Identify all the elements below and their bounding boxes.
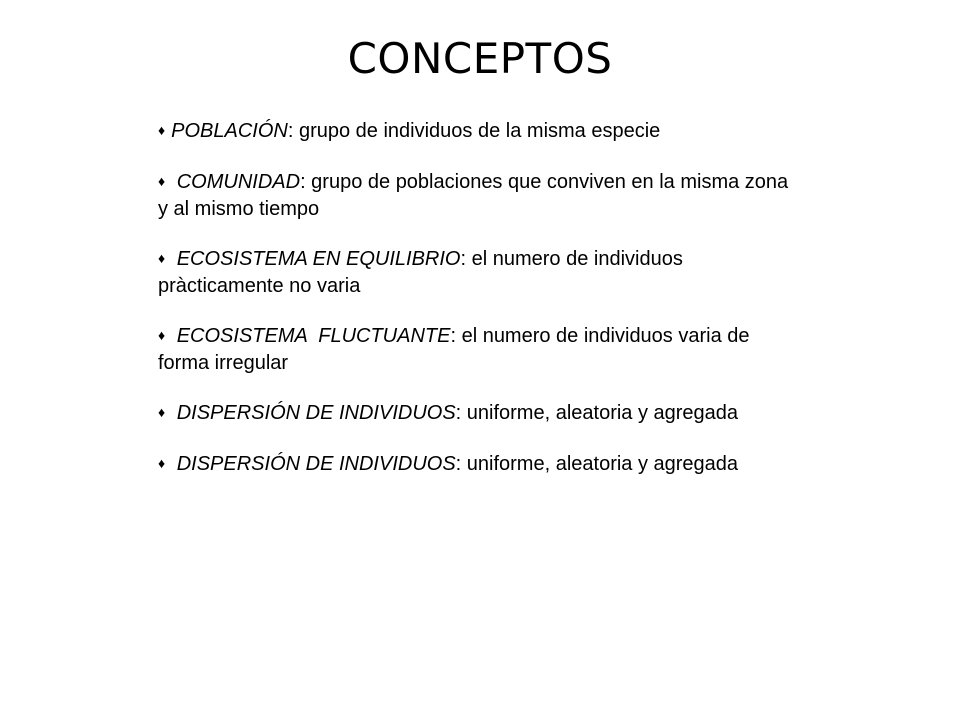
concept-item-ecosistema-fluctuante xyxy=(158,323,798,376)
concept-definition: : el numero de individuos varia de forma irregular xyxy=(158,325,750,374)
page-title: CONCEPTOS xyxy=(347,34,613,83)
concept-term: POBLACIÓN xyxy=(171,120,288,142)
concept-definition: : uniforme, aleatoria y agregada xyxy=(455,402,739,424)
concept-item-dispersion-1 xyxy=(158,400,798,427)
concept-item-ecosistema-equilibrio xyxy=(158,246,798,299)
diamond-bullet-icon: ♦ xyxy=(158,250,166,266)
concept-term: DISPERSIÓN DE INDIVIDUOS xyxy=(176,453,456,475)
concept-item-dispersion-2 xyxy=(158,451,798,478)
concept-term: DISPERSIÓN DE INDIVIDUOS xyxy=(176,402,456,424)
concept-item-comunidad xyxy=(158,169,798,222)
concept-term: ECOSISTEMA EN EQUILIBRIO xyxy=(176,248,461,270)
diamond-bullet-icon: ♦ xyxy=(158,122,166,138)
concept-term: COMUNIDAD xyxy=(176,171,301,193)
diamond-bullet-icon: ♦ xyxy=(158,455,166,471)
concept-definition: : grupo de poblaciones que conviven en la misma zona y al mismo tiempo xyxy=(158,171,789,220)
diamond-bullet-icon: ♦ xyxy=(158,327,166,343)
diamond-bullet-icon: ♦ xyxy=(158,173,166,189)
concept-definition: : el numero de individuos pràcticamente no varia xyxy=(158,248,683,297)
concept-definition: : uniforme, aleatoria y agregada xyxy=(455,453,739,475)
diamond-bullet-icon: ♦ xyxy=(158,404,166,420)
concept-definition: : grupo de individuos de la misma especie xyxy=(287,120,661,142)
concept-list xyxy=(158,118,798,502)
concept-item-poblacion xyxy=(158,118,798,145)
concept-term: ECOSISTEMA FLUCTUANTE xyxy=(176,325,451,347)
